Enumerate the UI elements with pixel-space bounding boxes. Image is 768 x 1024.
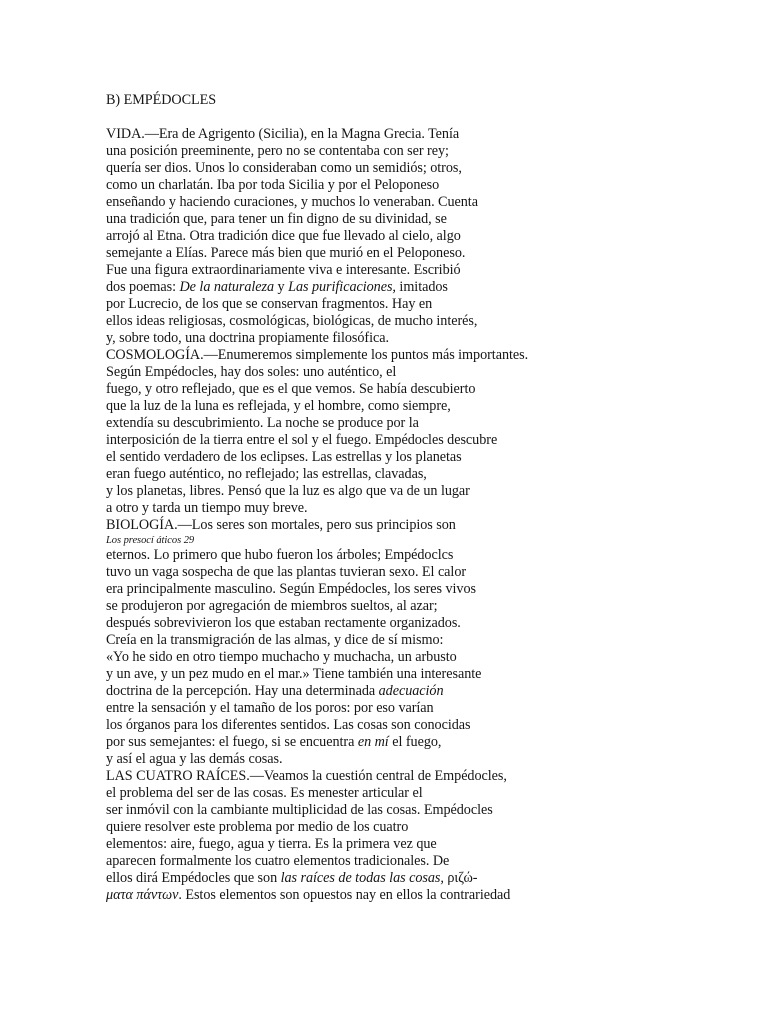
text-line <box>106 853 449 870</box>
text-segment: eternos. Lo primero que hubo fueron los árboles; Empédoclcs <box>106 547 454 563</box>
text-segment: Según Empédocles, hay dos soles: uno auténtico, el <box>106 364 397 380</box>
text-line <box>106 245 465 262</box>
text-line <box>106 666 481 683</box>
text-line <box>106 432 497 449</box>
text-segment: una posición preeminente, pero no se contentaba con ser rey; <box>106 143 449 159</box>
text-line <box>106 870 477 887</box>
text-segment: ellos dirá Empédocles que son <box>106 870 281 886</box>
text-line <box>106 517 456 534</box>
text-segment: y <box>274 279 289 295</box>
text-segment: por sus semejantes: el fuego, si se encuentra <box>106 734 358 750</box>
text-line <box>106 717 471 734</box>
text-segment: quiere resolver este problema por medio de los cuatro <box>106 819 409 835</box>
running-footer <box>106 535 194 547</box>
text-segment: semejante a Elías. Parece más bien que murió en el Peloponeso. <box>106 245 466 261</box>
text-segment: enseñando y haciendo curaciones, y muchos lo veneraban. Cuenta <box>106 194 478 210</box>
text-segment: entre la sensación y el tamaño de los poros: por eso varían <box>106 700 434 716</box>
text-line <box>106 734 441 751</box>
text-line <box>106 177 439 194</box>
text-line <box>106 615 461 632</box>
text-line <box>106 160 462 177</box>
text-segment: por Lucrecio, de los que se conservan fragmentos. Hay en <box>106 296 433 312</box>
text-line <box>106 381 475 398</box>
text-segment: tuvo un vaga sospecha de que las plantas tuvieran sexo. El calor <box>106 564 467 580</box>
text-line <box>106 194 478 211</box>
text-line <box>106 262 461 279</box>
text-line <box>106 887 510 904</box>
text-segment: extendía su descubrimiento. La noche se produce por la <box>106 415 419 431</box>
text-line <box>106 211 447 228</box>
text-line <box>106 819 408 836</box>
text-line <box>106 836 437 853</box>
text-line <box>106 279 448 296</box>
text-segment: . Estos elementos son opuestos nay en ellos la contrariedad <box>178 887 511 903</box>
text-line <box>106 785 423 802</box>
text-line <box>106 649 457 666</box>
text-line <box>106 126 459 143</box>
italic-segment: en mí <box>357 734 389 750</box>
text-line <box>106 143 449 160</box>
text-segment: ellos ideas religiosas, cosmológicas, biológicas, de mucho interés, <box>106 313 478 329</box>
text-line <box>106 547 453 564</box>
text-line <box>106 802 493 819</box>
text-line <box>106 347 528 364</box>
text-line <box>106 581 476 598</box>
text-segment: y, sobre todo, una doctrina propiamente filosófica. <box>106 330 389 346</box>
text-line <box>106 415 419 432</box>
text-line <box>106 296 432 313</box>
text-segment: una tradición que, para tener un fin digno de su divinidad, se <box>106 211 447 227</box>
text-line <box>106 564 466 581</box>
text-segment: interposición de la tierra entre el sol y el fuego. Empédocles descubre <box>106 432 498 448</box>
italic-segment: ματα πάντων <box>106 887 179 903</box>
text-segment: como un charlatán. Iba por toda Sicilia y por el Peloponeso <box>106 177 440 193</box>
text-segment: se produjeron por agregación de miembros sueltos, al azar; <box>106 598 438 614</box>
text-line <box>106 228 461 245</box>
text-segment: eran fuego auténtico, no reflejado; las estrellas, clavadas, <box>106 466 427 482</box>
text-line <box>106 449 462 466</box>
text-segment: imitados <box>395 279 448 295</box>
text-segment: aparecen formalmente los cuatro elementos tradicionales. De <box>106 853 450 869</box>
text-line <box>106 364 396 381</box>
text-line <box>106 330 389 347</box>
italic-segment: Las purificaciones, <box>288 279 396 295</box>
text-segment: era principalmente masculino. Según Empédocles, los seres vivos <box>106 581 476 597</box>
text-line <box>106 313 477 330</box>
text-line <box>106 632 443 649</box>
text-line <box>106 768 507 785</box>
text-line <box>106 398 451 415</box>
text-segment: Los presocí áticos 29 <box>106 535 195 546</box>
text-line <box>106 751 282 768</box>
text-line <box>106 466 427 483</box>
text-line <box>106 500 308 517</box>
section-heading: B) EMPÉDOCLES <box>106 92 217 108</box>
text-segment: arrojó al Etna. Otra tradición dice que fue llevado al cielo, algo <box>106 228 461 244</box>
text-segment: a otro y tarda un tiempo muy breve. <box>106 500 308 516</box>
text-segment: fuego, y otro reflejado, que es el que vemos. Se había descubierto <box>106 381 476 397</box>
italic-segment: adecuación <box>378 683 444 699</box>
text-segment: elementos: aire, fuego, agua y tierra. Es la primera vez que <box>106 836 437 852</box>
text-segment: doctrina de la percepción. Hay una determinada <box>106 683 379 699</box>
text-segment: y así el agua y las demás cosas. <box>106 751 283 767</box>
text-segment: después sobrevivieron los que estaban rectamente organizados. <box>106 615 461 631</box>
text-line <box>106 483 470 500</box>
text-segment: que la luz de la luna es reflejada, y el hombre, como siempre, <box>106 398 451 414</box>
text-segment: «Yo he sido en otro tiempo muchacho y muchacha, un arbusto <box>106 649 457 665</box>
text-segment: el problema del ser de las cosas. Es menester articular el <box>106 785 423 801</box>
text-segment: y un ave, y un pez mudo en el mar.» Tiene también una interesante <box>106 666 482 682</box>
italic-segment: De la naturaleza <box>179 279 275 295</box>
text-segment: LAS CUATRO RAÍCES.—Veamos la cuestión central de Empédocles, <box>106 768 507 784</box>
text-line <box>106 598 438 615</box>
text-segment: dos poemas: <box>106 279 180 295</box>
text-segment: ser inmóvil con la cambiante multiplicidad de las cosas. Empédocles <box>106 802 493 818</box>
text-segment: el fuego, <box>388 734 442 750</box>
text-segment: COSMOLOGÍA.—Enumeremos simplemente los puntos más importantes. <box>106 347 529 363</box>
italic-segment: las raíces de todas las cosas, <box>280 870 444 886</box>
text-segment: los órganos para los diferentes sentidos. Las cosas son conocidas <box>106 717 471 733</box>
text-segment: quería ser dios. Unos lo consideraban como un semidiós; otros, <box>106 160 462 176</box>
text-segment: Fue una figura extraordinariamente viva e interesante. Escribió <box>106 262 461 278</box>
text-segment: BIOLOGÍA.—Los seres son mortales, pero sus principios son <box>106 517 456 533</box>
text-line <box>106 700 434 717</box>
text-segment: Creía en la transmigración de las almas, y dice de sí mismo: <box>106 632 444 648</box>
text-segment: el sentido verdadero de los eclipses. Las estrellas y los planetas <box>106 449 462 465</box>
text-segment: VIDA.—Era de Agrigento (Sicilia), en la Magna Grecia. Tenía <box>106 126 460 142</box>
text-segment: ριζώ- <box>443 870 478 886</box>
text-line <box>106 683 444 700</box>
text-segment: y los planetas, libres. Pensó que la luz es algo que va de un lugar <box>106 483 470 499</box>
